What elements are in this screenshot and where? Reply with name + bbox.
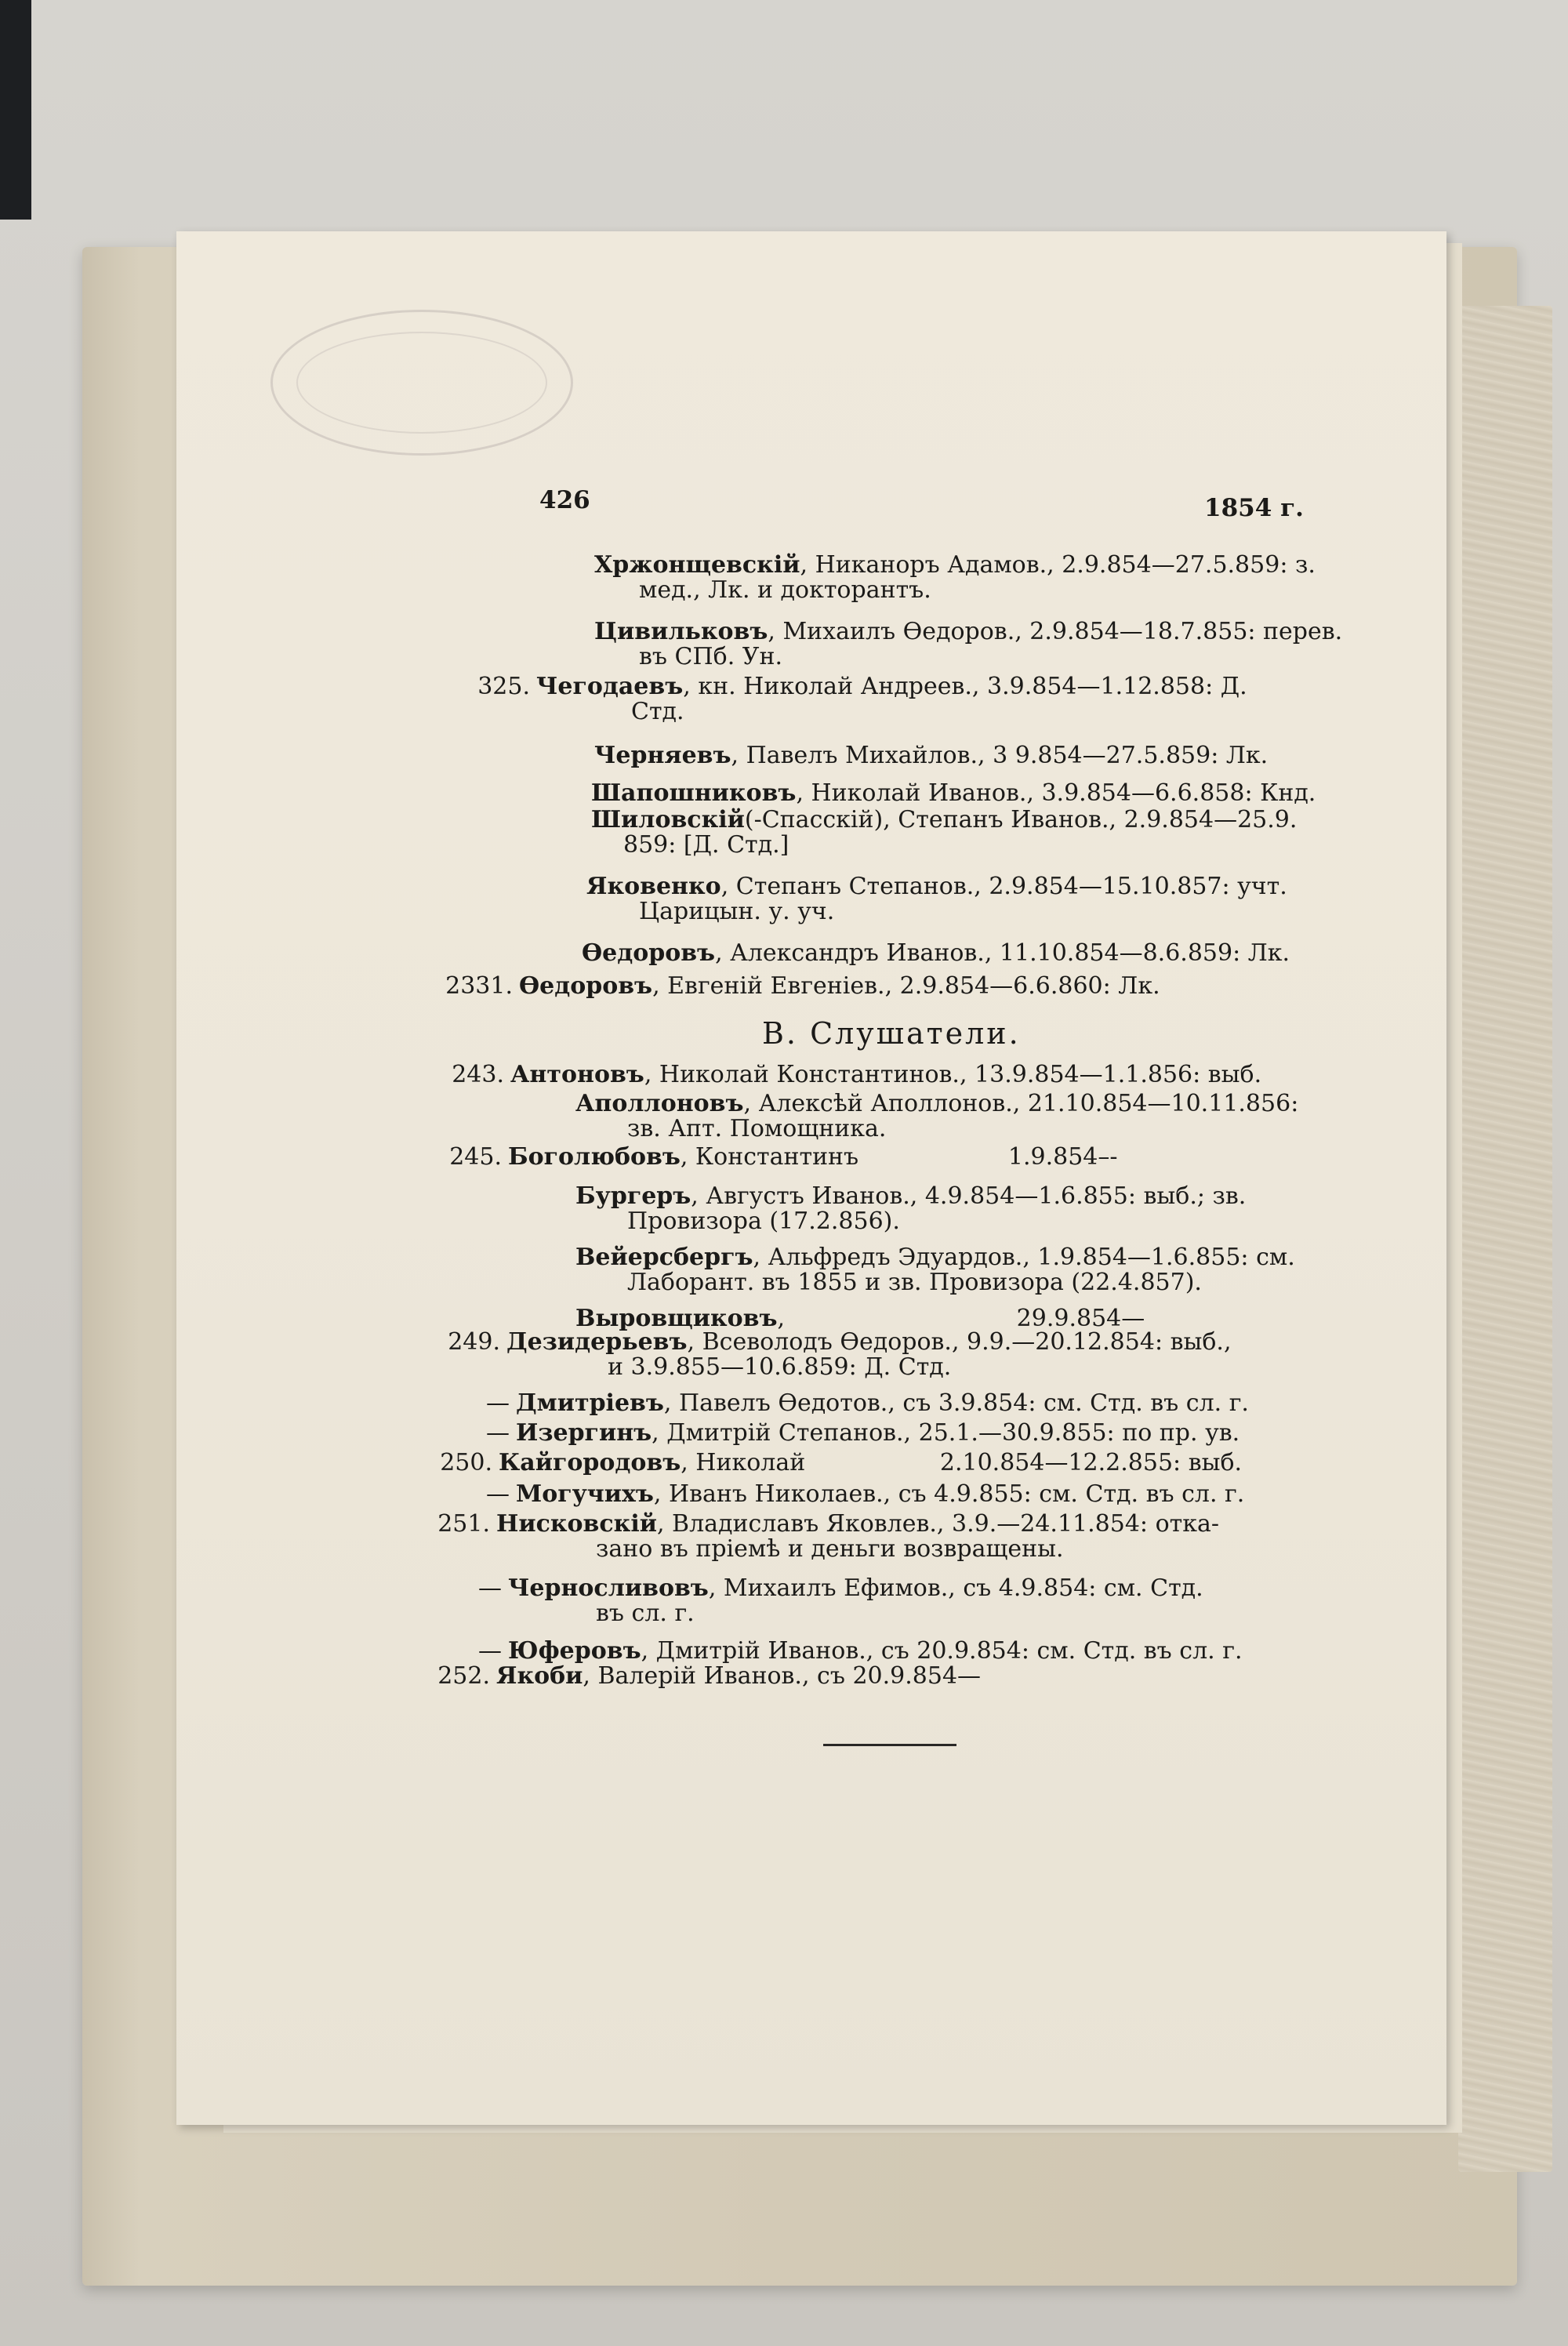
entry — [408, 1639, 1242, 1664]
entry-continuation: зано въ пріемѣ и деньги возвращены. — [596, 1535, 1064, 1563]
entry-surname: Бургеръ — [575, 1182, 691, 1210]
entry-surname: Шиловскій — [591, 806, 745, 833]
entry-text: , Михаилъ Ефимов., съ 4.9.854: см. Стд. — [708, 1574, 1203, 1602]
entry-continuation: Провизора (17.2.856). — [627, 1208, 900, 1235]
entry — [396, 1512, 1219, 1537]
entry-text: , Николай 2.10.854—12.2.855: выб. — [681, 1449, 1243, 1476]
entry — [481, 941, 1290, 966]
entry-surname: Антоновъ — [510, 1061, 644, 1088]
entry — [410, 1062, 1261, 1088]
entry-number: 245. — [449, 1143, 502, 1171]
entry-text: , Евгеній Евгеніев., 2.9.854—6.6.860: Лк. — [652, 972, 1160, 1000]
entry — [486, 874, 1287, 899]
entry — [491, 808, 1297, 833]
entry-surname: Дезидерьевъ — [506, 1328, 688, 1356]
entry-surname: Ѳедоровъ — [519, 972, 653, 1000]
page-year: 1854 г. — [1204, 494, 1304, 522]
entry — [419, 974, 1160, 999]
entry — [494, 743, 1268, 768]
entry-text: , Владиславъ Яковлев., 3.9.—24.11.854: отка- — [656, 1510, 1219, 1538]
entry-surname: Ѳедоровъ — [582, 939, 716, 967]
entry-surname: Якоби — [496, 1662, 583, 1690]
entry-number: 325. — [477, 673, 530, 700]
entry-surname: Хржонщевскій — [594, 551, 800, 579]
entry — [494, 619, 1342, 645]
entry-surname: Выровщиковъ — [575, 1305, 778, 1332]
entry-surname: Шапошниковъ — [591, 779, 797, 807]
entry — [494, 553, 1316, 578]
entry — [475, 1091, 1298, 1117]
entry-continuation: зв. Апт. Помощника. — [627, 1115, 887, 1142]
entry-number: — — [486, 1419, 510, 1447]
entry-text: , кн. Николай Андреев., 3.9.854—1.12.858: Д. — [683, 673, 1247, 700]
entry-continuation: въ сл. г. — [596, 1600, 695, 1627]
entry-continuation: мед., Лк. и докторантъ. — [639, 576, 931, 604]
entry-text: , Николай Константинов., 13.9.854—1.1.856: выб. — [644, 1061, 1262, 1088]
entry — [396, 1664, 981, 1689]
entry — [416, 1482, 1244, 1507]
entry-text: , 29.9.854— — [777, 1305, 1145, 1332]
entry-surname: Яковенко — [586, 873, 721, 900]
entry-number: — — [486, 1389, 510, 1417]
entry-number: — — [478, 1574, 502, 1602]
entry-continuation: 859: [Д. Стд.] — [623, 831, 789, 859]
entry-text: , Валерій Иванов., съ 20.9.854— — [583, 1662, 982, 1690]
entry-text: , Николай Иванов., 3.9.854—6.6.858: Кнд. — [796, 779, 1316, 807]
entry-text: , Дмитрій Степанов., 25.1.—30.9.855: по пр. ув. — [652, 1419, 1240, 1447]
entry-continuation: Царицын. у. уч. — [639, 898, 835, 925]
page-number: 426 — [539, 486, 590, 514]
entry — [491, 781, 1316, 806]
entry-text: , Павелъ Михайлов., 3 9.854—27.5.859: Лк. — [731, 742, 1269, 769]
entry-number: — — [486, 1480, 510, 1508]
entry-number: 252. — [437, 1662, 490, 1690]
entry-number: 251. — [437, 1510, 490, 1538]
end-rule — [823, 1744, 956, 1746]
entry-continuation: и 3.9.855—10.6.859: Д. Стд. — [608, 1353, 952, 1381]
entry-surname: Могучихъ — [516, 1480, 654, 1508]
entry-number: 243. — [452, 1061, 504, 1088]
entry-text: , Степанъ Степанов., 2.9.854—15.10.857: учт. — [720, 873, 1287, 900]
entry-text: , Никаноръ Адамов., 2.9.854—27.5.859: з. — [800, 551, 1316, 579]
entry-surname: Чегодаевъ — [536, 673, 684, 700]
entry — [475, 1245, 1295, 1270]
entry — [416, 1421, 1240, 1446]
section-title: В. Слушатели. — [762, 1016, 1021, 1051]
entry-text: , Иванъ Николаев., съ 4.9.855: см. Стд. въ сл. г. — [653, 1480, 1245, 1508]
entry-text: , Константинъ 1.9.854–- — [680, 1143, 1118, 1171]
entry-text: , Августъ Иванов., 4.9.854—1.6.855: выб.; зв. — [691, 1182, 1247, 1210]
entry — [406, 1330, 1232, 1355]
entry-surname: Черносливовъ — [508, 1574, 709, 1602]
entry-text: , Дмитрій Иванов., съ 20.9.854: см. Стд. въ сл. г. — [641, 1637, 1243, 1665]
entry-text: , Александръ Иванов., 11.10.854—8.6.859: Лк. — [715, 939, 1290, 967]
entry-surname: Юферовъ — [508, 1637, 641, 1665]
entry-continuation: въ СПб. Ун. — [639, 643, 782, 670]
entry-surname: Дмитріевъ — [516, 1389, 664, 1417]
entry-text: , Всеволодъ Ѳедоров., 9.9.—20.12.854: выб., — [687, 1328, 1232, 1356]
entry-text: , Альфредъ Эдуардов., 1.9.854—1.6.855: см. — [753, 1244, 1295, 1271]
entry-surname: Боголюбовъ — [508, 1143, 681, 1171]
entry-number: — — [478, 1637, 502, 1665]
entry-surname: Аполлоновъ — [575, 1090, 744, 1117]
entry-text: , Алексѣй Аполлонов., 21.10.854—10.11.856: — [743, 1090, 1299, 1117]
entry-number: 250. — [440, 1449, 492, 1476]
entry — [398, 1451, 1242, 1476]
entry-number: 249. — [448, 1328, 500, 1356]
entry — [408, 1145, 1118, 1170]
entry-continuation: Лаборант. въ 1855 и зв. Провизора (22.4.857). — [627, 1269, 1202, 1296]
entry-text: , Михаилъ Ѳедоров., 2.9.854—18.7.855: перев. — [768, 618, 1343, 645]
entry-number: 2331. — [445, 972, 513, 1000]
entry-text: , Павелъ Ѳедотов., съ 3.9.854: см. Стд. въ сл. г. — [663, 1389, 1249, 1417]
entry-surname: Черняевъ — [594, 742, 731, 769]
entry — [416, 1391, 1249, 1416]
entry — [436, 674, 1247, 699]
entry-surname: Нисковскій — [496, 1510, 657, 1538]
entry — [408, 1576, 1203, 1601]
entry-continuation: Стд. — [631, 698, 684, 725]
entry-surname: Кайгородовъ — [499, 1449, 681, 1476]
entry — [475, 1184, 1246, 1209]
entry-text: (-Спасскій), Степанъ Иванов., 2.9.854—25.9. — [744, 806, 1298, 833]
entry-surname: Изергинъ — [516, 1419, 652, 1447]
entry-surname: Цивильковъ — [594, 618, 768, 645]
entry-surname: Вейерсбергъ — [575, 1244, 753, 1271]
